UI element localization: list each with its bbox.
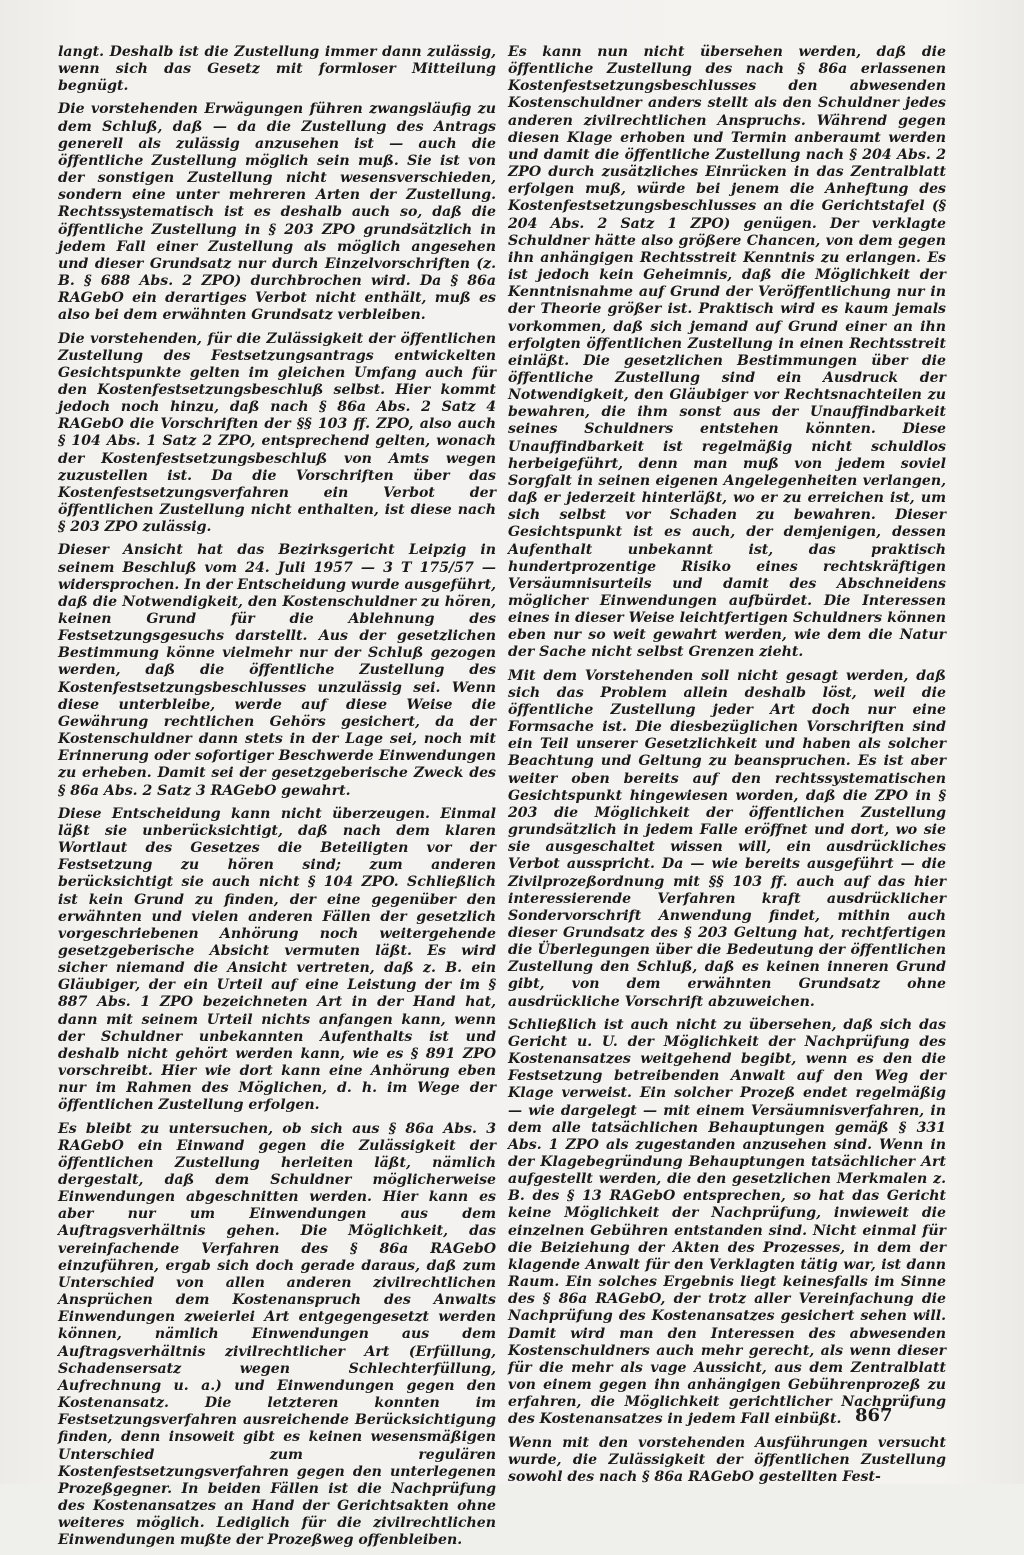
right-text-column [508, 44, 946, 1492]
paragraph: Es kann nun nicht übersehen werden, daß die öffentliche Zustellung des nach § 86a erlassenen Kostenfestsetzungsbeschlusses den abwesenden Kostenschuldner anders stellt als den Schuldner jedes anderen zivilrechtlichen Anspruchs. Während gegen diesen Klage erhoben und Termin anberaumt werden und damit die öffentliche Zustellung nach § 204 Abs. 2 ZPO durch zusätzliches Einrücken in das Zentralblatt erfolgen muß, würde bei jenem die Anheftung des Kostenfestsetzungsbeschlusses an die Gerichtstafel (§ 204 Abs. 2 Satz 1 ZPO) genügen. Der verklagte Schuldner hätte also größere Chancen, von dem gegen ihn anhängigen Rechtsstreit Kenntnis zu erlangen. Es ist jedoch kein Geheimnis, daß die Möglichkeit der Kenntnisnahme auf Grund der Veröffentlichung nur in der Theorie größer ist. Praktisch wird es kaum jemals vorkommen, daß sich jemand auf Grund einer an ihn erfolgten öffentlichen Zustellung in einen Rechtsstreit einläßt. Die gesetzlichen Bestimmungen über die öffentliche Zustellung sind ein Ausdruck der Notwendigkeit, den Gläubiger vor Rechtsnachteilen zu bewahren, die ihm sonst aus der Unauffindbarkeit seines Schuldners entstehen könnten. Diese Unauffindbarkeit ist regelmäßig nicht schuldlos herbeigeführt, denn man muß von jedem soviel Sorgfalt in seinen eigenen Angelegenheiten verlangen, daß er jederzeit hinterläßt, wo er zu erreichen ist, um sich selbst vor Schaden zu bewahren. Dieser Gesichtspunkt ist es auch, der demjenigen, dessen Aufenthalt unbekannt ist, das praktisch hundertprozentige Risiko eines rechtskräftigen Versäumnisurteils und damit des Abschneidens möglicher Einwendungen aufbürdet. Die Interessen eines in dieser Weise leichtfertigen Schuldners können eben nur so weit gewahrt werden, wie dem die Natur der Sache nicht selbst Grenzen zieht. [508, 44, 946, 661]
left-text-column [58, 44, 496, 1555]
paragraph: Die vorstehenden, für die Zulässigkeit der öffentlichen Zustellung des Festsetzungsantrags entwickelten Gesichtspunkte gelten im gleichen Umfang auch für den Kostenfestsetzungsbeschluß selbst. Hier kommt jedoch noch hinzu, daß nach § 86a Abs. 2 Satz 4 RAGebO die Vorschriften der §§ 103 ff. ZPO, also auch § 104 Abs. 1 Satz 2 ZPO, entsprechend gelten, wonach der Kostenfestsetzungsbeschluß von Amts wegen zuzustellen ist. Da die Vorschriften über das Kostenfestsetzungsverfahren ein Verbot der öffentlichen Zustellung nicht enthalten, ist diese nach § 203 ZPO zulässig. [58, 330, 496, 536]
paragraph: Schließlich ist auch nicht zu übersehen, daß sich das Gericht u. U. der Möglichkeit der Nachprüfung des Kostenansatzes weitgehend begibt, wenn es den die Festsetzung betreibenden Anwalt auf den Weg der Klage verweist. Ein solcher Prozeß endet regelmäßig — wie dargelegt — mit einem Versäumnisverfahren, in dem alle tatsächlichen Behauptungen gemäß § 331 Abs. 1 ZPO als zugestanden anzusehen sind. Wenn in der Klagebegründung Behauptungen tatsächlicher Art aufgestellt werden, die den gesetzlichen Merkmalen z. B. des § 13 RAGebO entsprechen, so hat das Gericht keine Möglichkeit der Nachprüfung, inwieweit die einzelnen Gebühren entstanden sind. Nicht einmal für die Beiziehung der Akten des Prozesses, in dem der klagende Anwalt für den Verklagten tätig war, ist dann Raum. Ein solches Ergebnis liegt keinesfalls im Sinne des § 86a RAGebO, der trotz aller Vereinfachung die Nachprüfung des Kostenansatzes gesichert sehen will. Damit wird man den Interessen des abwesenden Kostenschuldners auch mehr gerecht, als wenn dieser für die mehr als vage Aussicht, aus dem Zentralblatt von einem gegen ihn anhängigen Gebührenprozeß zu erfahren, die Möglichkeit gerichtlicher Nachprüfung des Kostenansatzes in jedem Fall einbüßt. [508, 1016, 946, 1428]
paragraph: Wenn mit den vorstehenden Ausführungen versucht wurde, die Zulässigkeit der öffentlichen Zustellung sowohl des nach § 86a RAGebO gestellten Fest- [508, 1434, 946, 1485]
paragraph: Diese Entscheidung kann nicht überzeugen. Einmal läßt sie unberücksichtigt, daß nach dem klaren Wortlaut des Gesetzes die Beteiligten vor der Festsetzung zu hören sind; zum anderen berücksichtigt sie auch nicht § 104 ZPO. Schließlich ist kein Grund zu finden, der eine gegenüber den erwähnten und vielen anderen Fällen der gesetzlich vorgeschriebenen Anhörung noch weitergehende gesetzgeberische Absicht vermuten läßt. Es wird sicher niemand die Ansicht vertreten, daß z. B. ein Gläubiger, der ein Urteil auf eine Leistung der im § 887 Abs. 1 ZPO bezeichneten Art in der Hand hat, dann mit seinem Urteil nichts anfangen kann, wenn der Schuldner unbekannten Aufenthalts ist und deshalb nicht gehört werden kann, wie es § 891 ZPO vorschreibt. Hier wie dort kann eine Anhörung eben nur im Rahmen des Möglichen, d. h. im Wege der öffentlichen Zustellung erfolgen. [58, 805, 496, 1114]
paragraph: langt. Deshalb ist die Zustellung immer dann zulässig, wenn sich das Gesetz mit formloser Mitteilung begnügt. [58, 44, 496, 95]
paragraph: Es bleibt zu untersuchen, ob sich aus § 86a Abs. 3 RAGebO ein Einwand gegen die Zulässigkeit der öffentlichen Zustellung herleiten läßt, nämlich dergestalt, daß dem Schuldner möglicherweise Einwendungen abgeschnitten werden. Hier kann es aber nur um Einwendungen aus dem Auftragsverhältnis gehen. Die Möglichkeit, das vereinfachende Verfahren des § 86a RAGebO einzuführen, ergab sich doch gerade daraus, daß zum Unterschied von allen anderen zivilrechtlichen Ansprüchen dem Kostenanspruch des Anwalts Einwendungen zweierlei Art entgegengesetzt werden können, nämlich Einwendungen aus dem Auftragsverhältnis zivilrechtlicher Art (Erfüllung, Schadensersatz wegen Schlechterfüllung, Aufrechnung u. a.) und Einwendungen gegen den Kostenansatz. Die letzteren konnten im Festsetzungsverfahren ausreichende Berücksichtigung finden, denn insoweit gibt es keinen wesensmäßigen Unterschied zum regulären Kostenfestsetzungsverfahren gegen den unterlegenen Prozeßgegner. In beiden Fällen ist die Nachprüfung des Kostenansatzes an Hand der Gerichtsakten ohne weiteres möglich. Lediglich für die zivilrechtlichen Einwendungen mußte der Prozeßweg offenbleiben. [58, 1120, 496, 1549]
paragraph: Die vorstehenden Erwägungen führen zwangsläufig zu dem Schluß, daß — da die Zustellung des Antrags generell als zulässig anzusehen ist — auch die öffentliche Zustellung möglich sein muß. Sie ist von der sonstigen Zustellung nicht wesensverschieden, sondern eine unter mehreren Arten der Zustellung. Rechtssystematisch ist es deshalb auch so, daß die öffentliche Zustellung in § 203 ZPO grundsätzlich in jedem Fall einer Zustellung als möglich angesehen und dieser Grundsatz nur durch Einzelvorschriften (z. B. § 688 Abs. 2 ZPO) durchbrochen wird. Da § 86a RAGebO ein derartiges Verbot nicht enthält, muß es also bei dem erwähnten Grundsatz verbleiben. [58, 101, 496, 324]
paragraph: Mit dem Vorstehenden soll nicht gesagt werden, daß sich das Problem allein deshalb löst, weil die öffentliche Zustellung jeder Art doch nur eine Formsache ist. Die diesbezüglichen Vorschriften sind ein Teil unserer Gesetzlichkeit und haben als solcher Beachtung und Geltung zu beanspruchen. Es ist aber weiter oben bereits auf den rechtssystematischen Gesichtspunkt hingewiesen worden, daß die ZPO in § 203 die Möglichkeit der öffentlichen Zustellung grundsätzlich in jedem Falle eröffnet und dort, wo sie sie ausgeschaltet wissen will, ein ausdrückliches Verbot ausspricht. Da — wie bereits ausgeführt — die Zivilprozeßordnung mit §§ 103 ff. auch auf das hier interessierende Verfahren kraft ausdrücklicher Sondervorschrift Anwendung findet, mithin auch dieser Grundsatz des § 203 Geltung hat, rechtfertigen die Überlegungen über die Bedeutung der öffentlichen Zustellung den Schluß, daß es keinen inneren Grund gibt, von dem erwähnten Grundsatz ohne ausdrückliche Vorschrift abzuweichen. [508, 667, 946, 1010]
page-number: 867 [855, 1405, 893, 1426]
paragraph: Dieser Ansicht hat das Bezirksgericht Leipzig in seinem Beschluß vom 24. Juli 1957 — 3 T 175/57 — widersprochen. In der Entscheidung wurde ausgeführt, daß die Notwendigkeit, den Kostenschuldner zu hören, keinen Grund für die Ablehnung des Festsetzungsgesuchs darstellt. Aus der gesetzlichen Bestimmung könne vielmehr nur der Schluß gezogen werden, daß die öffentliche Zustellung des Kostenfestsetzungsbeschlusses unzulässig sei. Wenn diese unterbleibe, werde auf diese Weise die Gewährung rechtlichen Gehörs gesichert, da der Kostenschuldner dann stets in der Lage sei, noch mit Erinnerung oder sofortiger Beschwerde Einwendungen zu erheben. Damit sei der gesetzgeberische Zweck des § 86a Abs. 2 Satz 3 RAGebO gewahrt. [58, 542, 496, 799]
